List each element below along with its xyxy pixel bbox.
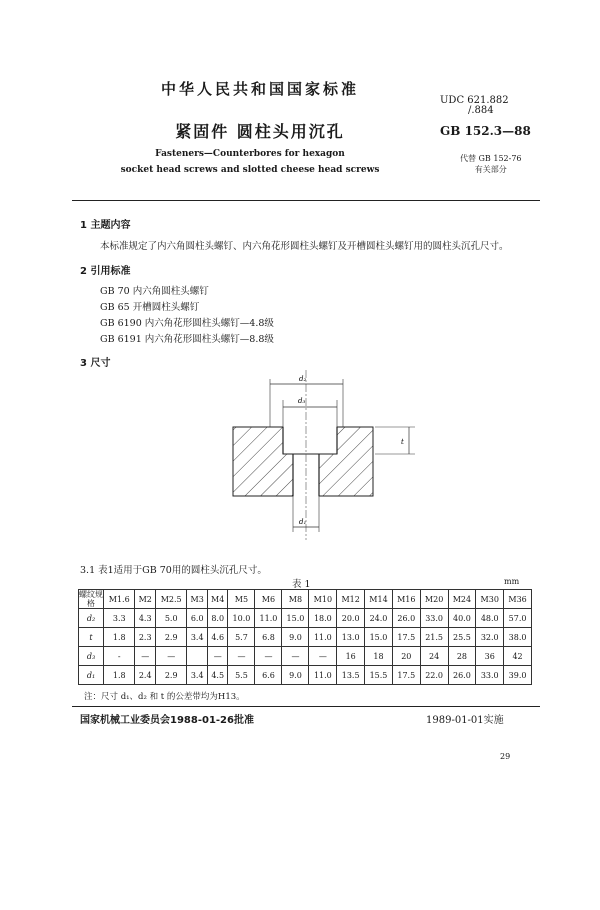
implementation-date: 1989-01-01实施 xyxy=(426,715,504,726)
table-cell: 15.0 xyxy=(282,609,309,628)
dimension-label-t: t xyxy=(401,438,404,446)
table-cell: 11.0 xyxy=(309,666,337,685)
table-cell: — xyxy=(309,647,337,666)
table-cell: 3.4 xyxy=(187,666,208,685)
table-cell: 36 xyxy=(476,647,504,666)
table-cell: 2.4 xyxy=(135,666,156,685)
table-cell: 26.0 xyxy=(392,609,420,628)
supersede-line1: 代替 GB 152-76 xyxy=(460,154,522,163)
table-cell: 15.5 xyxy=(365,666,393,685)
table-cell: 2.9 xyxy=(155,628,186,647)
table-header-cell: M2.5 xyxy=(155,590,186,609)
table-cell: 22.0 xyxy=(420,666,448,685)
table-cell: 11.0 xyxy=(309,628,337,647)
udc-line1: UDC 621.882 xyxy=(440,95,509,106)
table-header-cell: M8 xyxy=(282,590,309,609)
table-cell: 32.0 xyxy=(476,628,504,647)
table-cell: — xyxy=(207,647,228,666)
table-row-label: d₁ xyxy=(79,666,104,685)
table-cell: 26.0 xyxy=(448,666,476,685)
table-cell: 9.0 xyxy=(282,666,309,685)
table-cell: 2.9 xyxy=(155,666,186,685)
reference-item: GB 6190 内六角花形圆柱头螺钉—4.8级 xyxy=(100,318,274,329)
table-cell: — xyxy=(282,647,309,666)
table-row-label: t xyxy=(79,628,104,647)
header-rule xyxy=(72,200,540,201)
section-1-text: 本标准规定了内六角圆柱头螺钉、内六角花形圆柱头螺钉及开槽圆柱头螺钉用的圆柱头沉孔尺寸。 xyxy=(100,241,509,252)
table-row xyxy=(79,628,532,647)
table-header-label: 螺纹规格 xyxy=(79,590,103,608)
gb-number: GB 152.3—88 xyxy=(440,124,531,138)
page-number: 29 xyxy=(500,752,511,761)
table-cell: 18.0 xyxy=(309,609,337,628)
supersede-line2: 有关部分 xyxy=(474,165,507,174)
table-cell: 48.0 xyxy=(476,609,504,628)
english-title-line1: Fasteners—Counterbores for hexagon xyxy=(155,149,345,159)
table-cell: 1.8 xyxy=(104,666,135,685)
table-header-cell: M30 xyxy=(476,590,504,609)
counterbore-table xyxy=(78,589,532,685)
udc-line2: /.884 xyxy=(468,105,494,116)
table-cell: 15.0 xyxy=(365,628,393,647)
table-header-cell: M3 xyxy=(187,590,208,609)
hatched-section xyxy=(233,427,373,496)
table-cell: 18 xyxy=(365,647,393,666)
table-row xyxy=(79,647,532,666)
table-cell: 24 xyxy=(420,647,448,666)
table-header-cell: M16 xyxy=(392,590,420,609)
udc-code xyxy=(440,96,509,116)
document-title: 紧固件 圆柱头用沉孔 xyxy=(175,122,345,141)
table-header-cell: M4 xyxy=(207,590,228,609)
table-cell: 28 xyxy=(448,647,476,666)
table-cell: 4.3 xyxy=(135,609,156,628)
table-cell: 5.7 xyxy=(228,628,255,647)
table-header-cell: M1.6 xyxy=(104,590,135,609)
footer-rule xyxy=(72,706,540,707)
table-cell: 39.0 xyxy=(504,666,532,685)
table-row xyxy=(79,609,532,628)
table-cell: 24.0 xyxy=(365,609,393,628)
dimension-label-d3: d₃ xyxy=(298,397,306,405)
table-cell: 11.0 xyxy=(255,609,282,628)
table-row-label: d₂ xyxy=(79,609,104,628)
reference-item: GB 70 内六角圆柱头螺钉 xyxy=(100,286,209,297)
table-cell: — xyxy=(135,647,156,666)
table-cell: 5.5 xyxy=(228,666,255,685)
table-cell: 13.0 xyxy=(337,628,365,647)
table-cell: 1.8 xyxy=(104,628,135,647)
table-header-cell: M36 xyxy=(504,590,532,609)
table-cell: 6.8 xyxy=(255,628,282,647)
table-header-cell: M14 xyxy=(365,590,393,609)
table-note: 注：尺寸 d₁、d₂ 和 t 的公差带均为H13。 xyxy=(84,692,245,702)
table-cell: 16 xyxy=(337,647,365,666)
table-cell: 38.0 xyxy=(504,628,532,647)
table-cell: 6.6 xyxy=(255,666,282,685)
table-caption: 表 1 xyxy=(292,579,311,590)
section-3-1-text: 3.1 表1适用于GB 70用的圆柱头沉孔尺寸。 xyxy=(80,565,267,576)
counterbore-drawing xyxy=(215,370,425,540)
supersede-note xyxy=(460,153,522,175)
table-cell: 8.0 xyxy=(207,609,228,628)
reference-item: GB 65 开槽圆柱头螺钉 xyxy=(100,302,200,313)
table-cell: — xyxy=(155,647,186,666)
table-cell: 57.0 xyxy=(504,609,532,628)
dimension-label-d1: d₁ xyxy=(299,518,307,526)
table-header-cell: M12 xyxy=(337,590,365,609)
table-cell: 17.5 xyxy=(392,666,420,685)
section-3-title: 3 尺寸 xyxy=(80,358,111,369)
table-row xyxy=(79,666,532,685)
table-row-label: d₃ xyxy=(79,647,104,666)
table-header-cell: M2 xyxy=(135,590,156,609)
table-header-cell: M6 xyxy=(255,590,282,609)
table-cell: — xyxy=(255,647,282,666)
english-title-line2: socket head screws and slotted cheese head screws xyxy=(120,165,380,175)
table-cell: 4.6 xyxy=(207,628,228,647)
table-cell: 3.3 xyxy=(104,609,135,628)
table-header-cell: M24 xyxy=(448,590,476,609)
table-cell: 17.5 xyxy=(392,628,420,647)
table-cell: 2.3 xyxy=(135,628,156,647)
dimension-label-d2: d₂ xyxy=(299,375,307,383)
section-1-title: 1 主题内容 xyxy=(80,220,131,231)
standard-header-title: 中华人民共和国国家标准 xyxy=(160,80,359,98)
table-header-cell: M10 xyxy=(309,590,337,609)
approval-line: 国家机械工业委员会1988-01-26批准 xyxy=(80,715,254,726)
table-cell: 21.5 xyxy=(420,628,448,647)
table-cell: 3.4 xyxy=(187,628,208,647)
table-cell: 20.0 xyxy=(337,609,365,628)
table-cell: - xyxy=(104,647,135,666)
table-cell: 10.0 xyxy=(228,609,255,628)
table-cell: 33.0 xyxy=(476,666,504,685)
english-title xyxy=(100,146,400,178)
table-cell: 20 xyxy=(392,647,420,666)
table-cell: — xyxy=(228,647,255,666)
table-cell: 5.0 xyxy=(155,609,186,628)
table-cell: 6.0 xyxy=(187,609,208,628)
table-header-cell: M20 xyxy=(420,590,448,609)
table-cell: 40.0 xyxy=(448,609,476,628)
table-cell: 4.5 xyxy=(207,666,228,685)
section-2-title: 2 引用标准 xyxy=(80,266,131,277)
table-cell xyxy=(187,647,208,666)
table-header-cell: M5 xyxy=(228,590,255,609)
table-cell: 42 xyxy=(504,647,532,666)
table-cell: 25.5 xyxy=(448,628,476,647)
table-cell: 33.0 xyxy=(420,609,448,628)
table-header-row xyxy=(79,590,532,609)
table-unit: mm xyxy=(504,577,520,586)
table-cell: 9.0 xyxy=(282,628,309,647)
reference-item: GB 6191 内六角花形圆柱头螺钉—8.8级 xyxy=(100,334,274,345)
table-cell: 13.5 xyxy=(337,666,365,685)
